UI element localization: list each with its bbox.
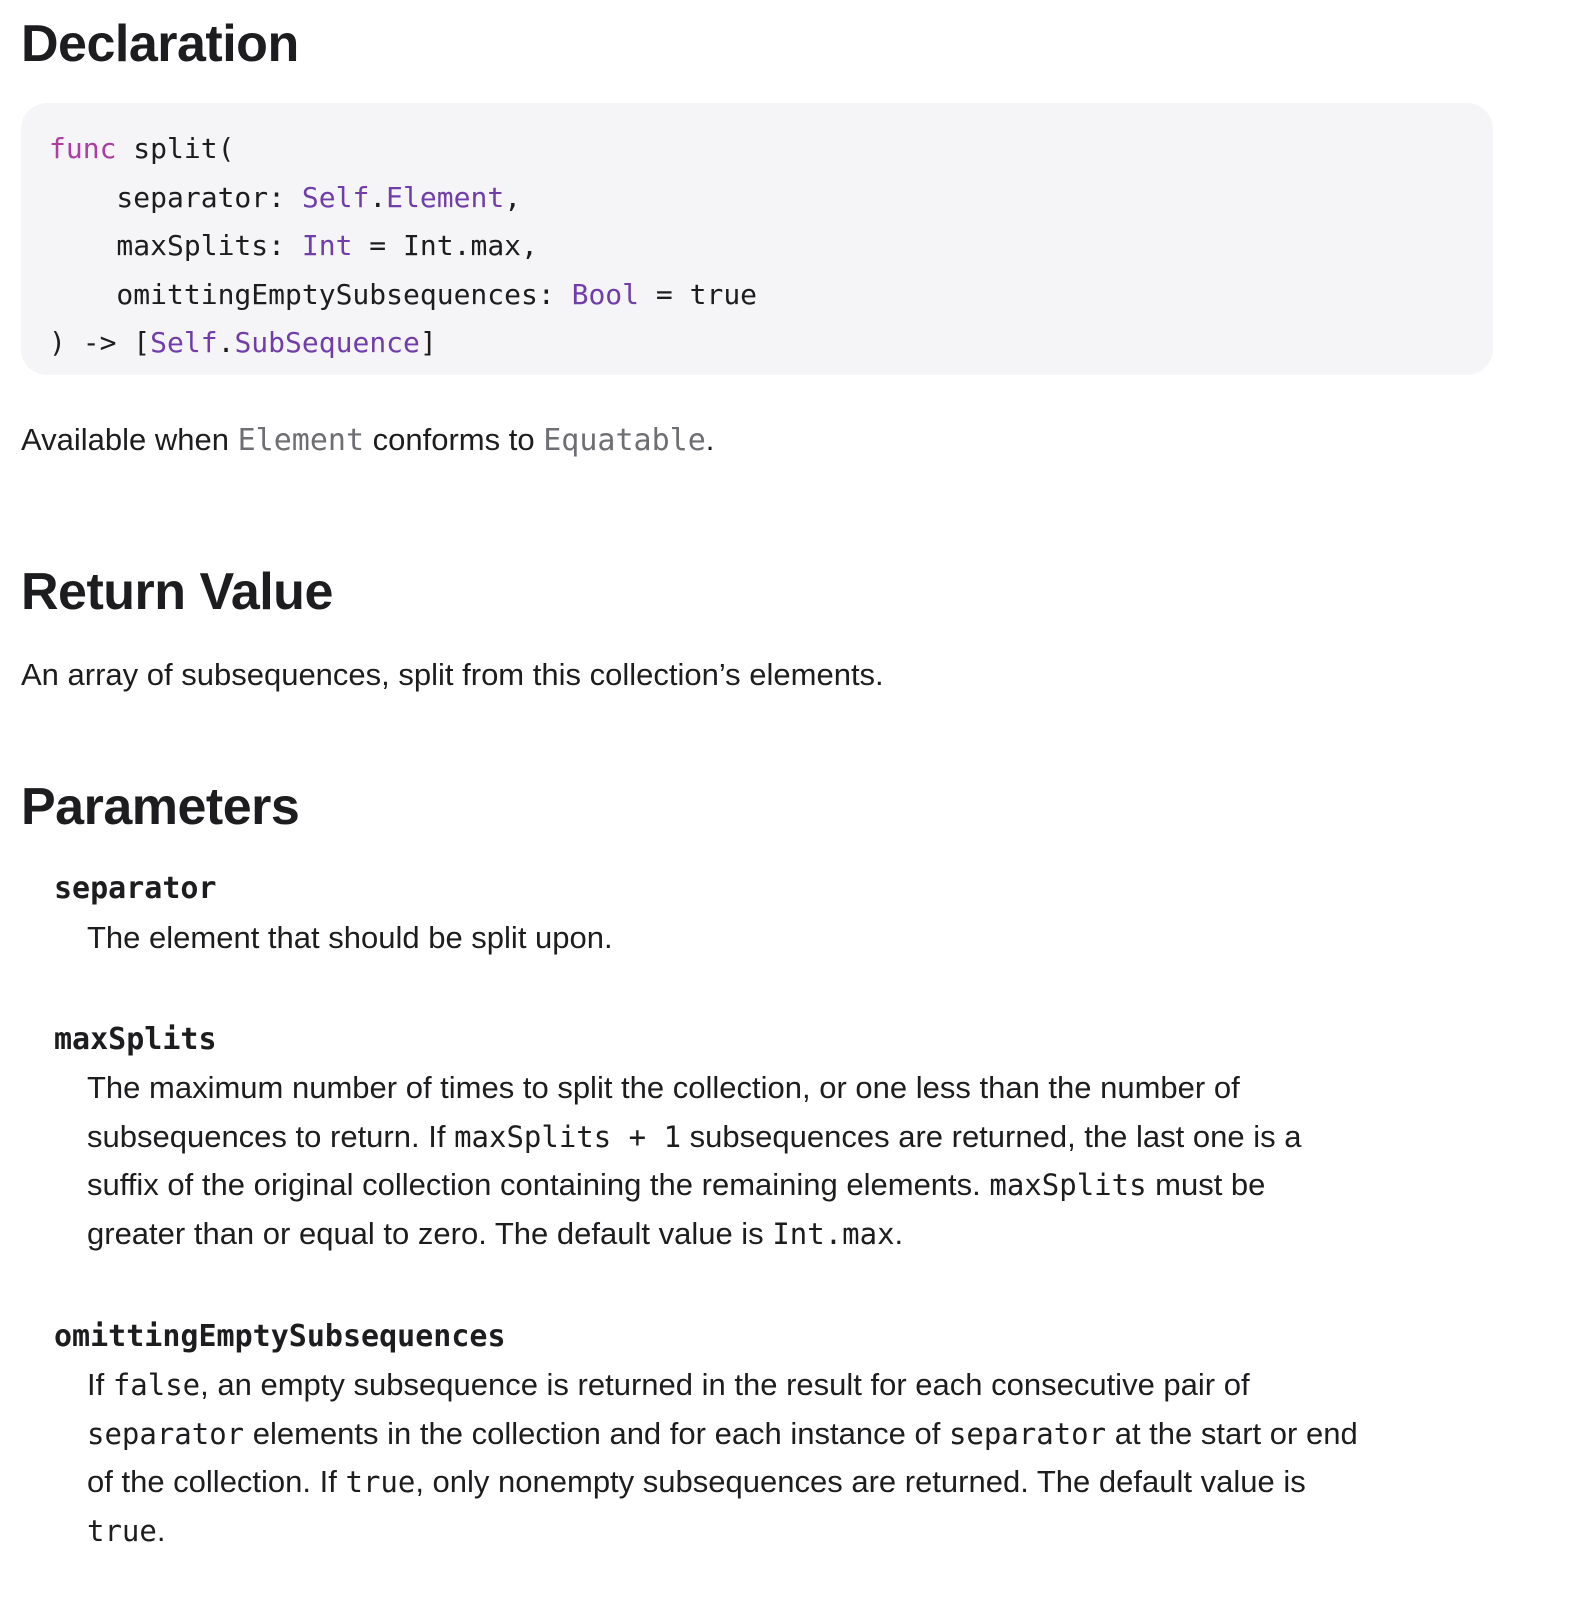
code-fn-open: split( xyxy=(116,132,235,165)
availability-suffix: . xyxy=(705,422,715,457)
code-return-end: ] xyxy=(419,326,437,359)
declaration-code xyxy=(49,125,1465,368)
text-run: subsequences to return. If xyxy=(87,1118,455,1154)
availability-equatable-code: Equatable xyxy=(543,423,706,458)
text-run: at the start or end xyxy=(1106,1415,1358,1451)
inline-code-true-2: true xyxy=(87,1513,157,1548)
param-name-maxsplits: maxSplits xyxy=(54,1022,217,1057)
code-dot: . xyxy=(369,180,387,214)
code-type-link-subsequence[interactable]: SubSequence xyxy=(234,326,420,359)
availability-middle: conforms to xyxy=(364,422,544,457)
param-name-omitting: omittingEmptySubsequences xyxy=(54,1319,506,1354)
code-param-maxsplits: maxSplits: xyxy=(49,229,302,262)
code-comma: , xyxy=(504,180,522,214)
omitting-line-1 xyxy=(87,1361,1527,1410)
code-type-link-self-return[interactable]: Self xyxy=(150,326,218,359)
availability-prefix: Available when xyxy=(21,422,238,457)
inline-code-separator: separator xyxy=(87,1416,245,1451)
code-type-link-self[interactable]: Self xyxy=(301,180,370,214)
code-dot-return: . xyxy=(217,326,235,359)
code-default-intmax: = Int.max, xyxy=(352,229,538,262)
param-separator-line: The element that should be split upon. xyxy=(87,920,613,955)
text-run: subsequences are returned, the last one is a xyxy=(681,1118,1302,1154)
code-type-link-element[interactable]: Element xyxy=(386,180,505,214)
parameters-heading: Parameters xyxy=(21,778,300,836)
code-keyword-func: func xyxy=(49,132,117,165)
text-run: , only nonempty subsequences are returned. The default value is xyxy=(415,1464,1306,1499)
text-run: . xyxy=(156,1512,166,1548)
inline-code-intmax: Int.max xyxy=(772,1216,895,1251)
maxsplits-line-1: The maximum number of times to split the collection, or one less than the number of xyxy=(87,1070,1240,1105)
omitting-line-3 xyxy=(87,1458,1527,1507)
inline-code-true: true xyxy=(345,1465,416,1499)
omitting-line-4 xyxy=(87,1507,1527,1556)
code-param-omitting: omittingEmptySubsequences: xyxy=(49,277,572,311)
code-type-link-int[interactable]: Int xyxy=(301,229,353,262)
return-value-description: An array of subsequences, split from this collection’s elements. xyxy=(21,657,884,692)
text-run: elements in the collection and for each instance of xyxy=(244,1415,949,1451)
declaration-code-block xyxy=(21,103,1493,375)
maxsplits-line-2 xyxy=(87,1113,1527,1162)
code-default-true: = true xyxy=(639,277,758,311)
inline-code-maxsplits-plus-one: maxSplits + 1 xyxy=(454,1119,682,1154)
text-run: must be xyxy=(1146,1167,1266,1202)
maxsplits-line-3 xyxy=(87,1161,1527,1210)
text-run: greater than or equal to zero. The default value is xyxy=(87,1215,773,1251)
param-name-separator: separator xyxy=(54,871,217,906)
inline-code-separator-2: separator xyxy=(948,1416,1107,1451)
availability-note xyxy=(21,416,714,466)
omitting-line-2 xyxy=(87,1410,1527,1459)
param-description-omitting xyxy=(87,1361,1527,1555)
text-run: If xyxy=(87,1367,113,1402)
code-type-link-bool[interactable]: Bool xyxy=(571,277,640,311)
return-value-heading: Return Value xyxy=(21,563,333,621)
param-description-separator xyxy=(87,914,1527,963)
declaration-heading: Declaration xyxy=(21,15,299,73)
text-run: of the collection. If xyxy=(87,1464,346,1499)
param-description-maxsplits xyxy=(87,1064,1527,1258)
availability-element-code: Element xyxy=(237,423,365,458)
text-run: , an empty subsequence is returned in the result for each consecutive pair of xyxy=(200,1367,1250,1402)
code-param-separator: separator: xyxy=(49,180,302,214)
inline-code-maxsplits: maxSplits xyxy=(989,1168,1147,1202)
text-run: . xyxy=(894,1215,904,1251)
inline-code-false: false xyxy=(112,1368,201,1402)
text-run: suffix of the original collection containing the remaining elements. xyxy=(87,1167,990,1202)
maxsplits-line-4 xyxy=(87,1210,1527,1259)
code-return-prefix: ) -> [ xyxy=(49,326,151,359)
